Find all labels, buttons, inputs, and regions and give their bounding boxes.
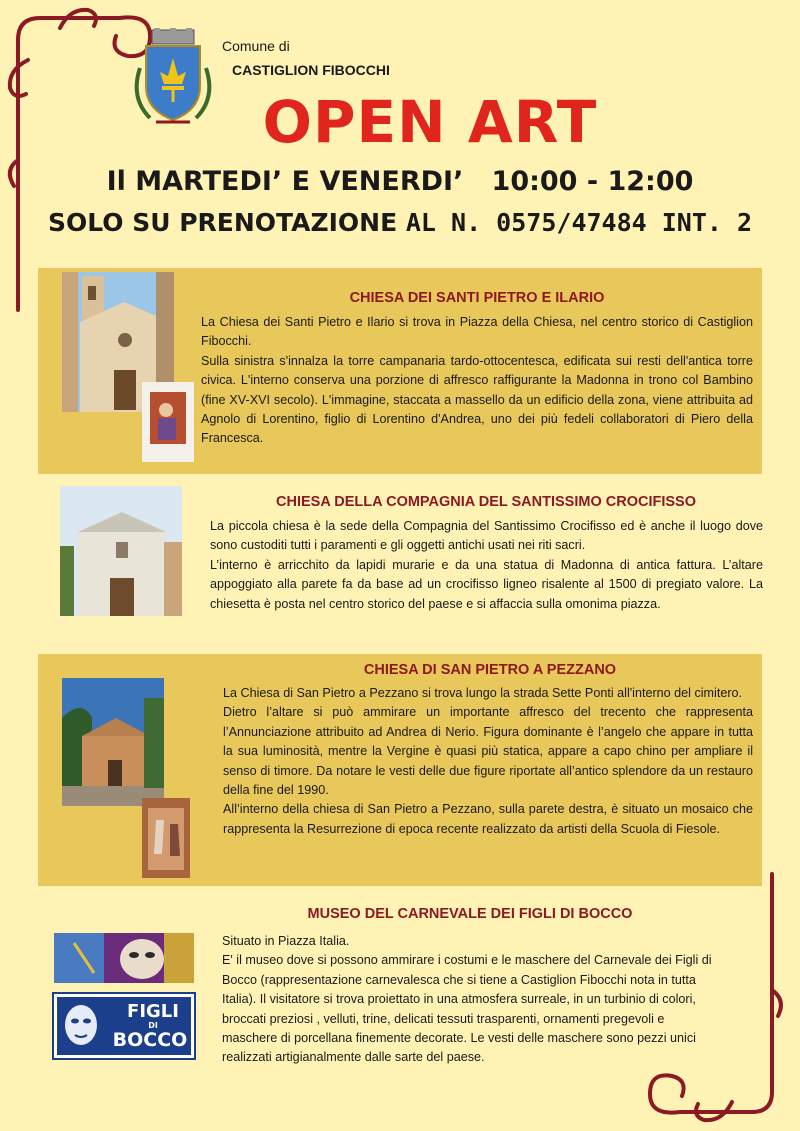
- mask-logo-icon: [61, 1003, 101, 1051]
- opening-days: Il MARTEDI’ E VENERDI’ 10:00 - 12:00: [106, 166, 694, 197]
- paragraph: All’interno della chiesa di San Pietro a Pezzano, sulla parete destra, è situato un mosaico che rappresenta la Resurrezione di epoca recente realizzato da artisti della Scuola di Fiesole.: [223, 802, 753, 836]
- paragraph: Situato in Piazza Italia.: [222, 934, 350, 948]
- booking-line: [0, 208, 800, 237]
- booking-prefix: SOLO SU PRENOTAZIONE: [47, 208, 406, 237]
- section-text-1: [201, 313, 753, 449]
- paragraph: Dietro l’altare si può ammirare un importante affresco del trecento che rappresenta l’Annunciazione attribuito ad Andrea di Nerio. Figura dominante è l’angelo che appare in tutta la sua luminosità, mentre la Vergine è quasi più statica, appare a capo chino per ampliare il senso di timore. Da notare le vesti delle due figure riportate all’antico splendore da un restauro della fine del 1990.: [223, 705, 753, 798]
- section-title-4: MUSEO DEL CARNEVALE DEI FIGLI DI BOCCO: [307, 906, 633, 922]
- fresco-madonna-photo: [142, 382, 194, 462]
- comune-name: CASTIGLION FIBOCCHI: [232, 62, 390, 78]
- logo-line-di: DI: [148, 1021, 158, 1030]
- section-text-4: [222, 932, 722, 1068]
- section-text-3: [223, 684, 753, 839]
- logo-line-figli: FIGLI: [127, 1001, 179, 1022]
- carnival-mask-photo: [54, 933, 194, 983]
- paragraph: La Chiesa di San Pietro a Pezzano si trova lungo la strada Sette Ponti all'interno del cimitero.: [223, 686, 743, 700]
- section-title-2: CHIESA DELLA COMPAGNIA DEL SANTISSIMO CROCIFISSO: [276, 494, 696, 510]
- church-san-pietro-pezzano-photo: [62, 678, 164, 806]
- page-title: OPEN ART: [262, 88, 598, 156]
- paragraph: Sulla sinistra s'innalza la torre campanaria tardo-ottocentesca, edificata sui resti dell'antica torre civica. L'interno conserva una porzione di affresco raffigurante la Madonna in trono col Bambino (fine XV-XVI secolo). L'immagine, staccata a massello da un edificio della zona, viene attribuita ad Agnolo di Lorentino, figlio di Lorentino d'Andrea, uno dei più fedeli collaboratori di Piero della Francesca.: [201, 353, 753, 446]
- logo-line-bocco: BOCCO: [112, 1029, 188, 1051]
- paragraph: La piccola chiesa è la sede della Compagnia del Santissimo Crocifisso ed è anche il luogo dove sono custoditi tutti i paramenti e gli oggetti antichi usati nei riti sacri.: [210, 519, 763, 553]
- paragraph: L’interno è arricchito da lapidi murarie e da una statua di Madonna di antica fattura. L’altare appoggiato alla parete fa da base ad un crocifisso ligneo risalente al 1500 di pregiato valore. La chiesetta è posta nel centro storico del paese e si affaccia sulla omonima piazza.: [210, 557, 763, 611]
- section-title-3: CHIESA DI SAN PIETRO A PEZZANO: [363, 662, 617, 678]
- booking-number: AL N. 0575/47484 INT. 2: [405, 208, 753, 237]
- church-crocifisso-photo: [60, 486, 182, 616]
- fresco-annunciazione-photo: [142, 798, 190, 878]
- section-title-1: CHIESA DEI SANTI PIETRO E ILARIO: [349, 290, 605, 306]
- paragraph: E' il museo dove si possono ammirare i costumi e le maschere del Carnevale dei Figli di Bocco (rappresentazione carnevalesca che si tiene a Castiglion Fibocchi nota in tutta Italia). Il visitatore si trova proiettato in una atmosfera surreale, in un turbinio di colori, broccati preziosi , velluti, trine, delicati tessuti trasparenti, ornamenti pregevoli e maschere di porcellana finemente decorate. Le vesti delle maschere sono pezzi unici realizzati artigianalmente dalle sarte del paese.: [222, 953, 712, 1065]
- section-text-2: [210, 517, 763, 614]
- comune-prefix: Comune di: [222, 38, 290, 54]
- paragraph: La Chiesa dei Santi Pietro e Ilario si trova in Piazza della Chiesa, nel centro storico di Castiglion Fibocchi.: [201, 315, 753, 349]
- figli-di-bocco-logo: [54, 994, 194, 1058]
